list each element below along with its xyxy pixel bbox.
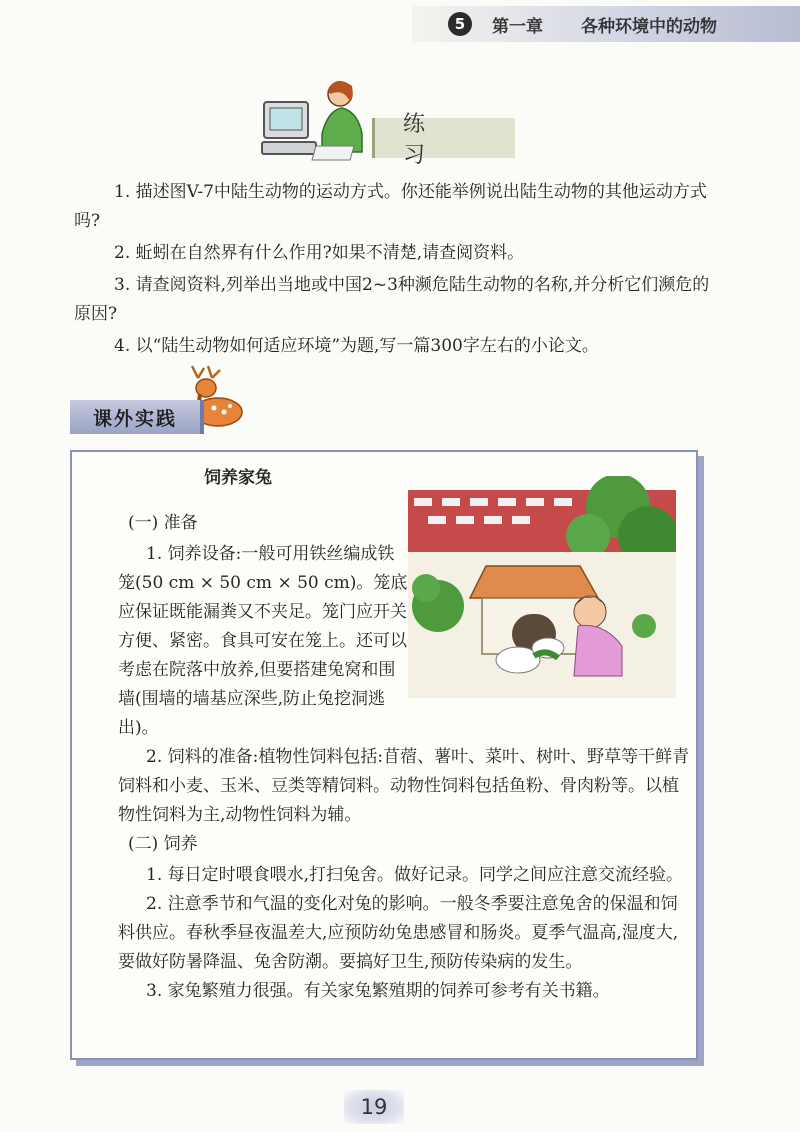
paragraph-season: 2. 注意季节和气温的变化对兔的影响。一般冬季要注意兔舍的保温和饲料供应。春秋季昼夜温差大,应预防幼兔患感冒和肠炎。夏季气温高,湿度大,要做好防暑降温、兔舍防潮。要搞好卫生,预防传染病的发生。	[118, 894, 679, 972]
chapter-title: 各种环境中的动物	[581, 16, 717, 37]
section-heading-raising: (二) 饲养	[128, 834, 198, 854]
paragraph-equipment: 1. 饲养设备:一般可用铁丝编成铁笼(50 cm × 50 cm × 50 cm)。笼底应保证既能漏粪又不夹足。笼门应开关方便、紧密。食具可安在笼上。还可以考虑在院落中放养,但要搭建兔窝和围墙(围墙的墙基应深些,防止兔挖洞逃出)。	[118, 544, 408, 738]
exercise-list	[74, 178, 714, 364]
section-heading-prepare: (一) 准备	[128, 513, 198, 533]
exercise-heading	[372, 112, 515, 168]
exercise-title: 练 习	[403, 112, 464, 168]
practice-heading-tab	[70, 400, 204, 434]
practice-title: 饲养家兔	[204, 468, 272, 488]
paragraph-feed: 2. 饲料的准备:植物性饲料包括:苜蓿、薯叶、菜叶、树叶、野草等干鲜青饲料和小麦、玉米、豆类等精饲料。动物性饲料包括鱼粉、骨肉粉等。以植物性饲料为主,动物性饲料为辅。	[118, 747, 690, 825]
exercise-item: 3. 请查阅资料,列举出当地或中国2~3种濒危陆生动物的名称,并分析它们濒危的原因?	[74, 275, 710, 324]
practice-tab-label: 课外实践	[92, 407, 177, 430]
chapter-number-badge: 5	[448, 12, 472, 36]
chapter-label: 第一章	[492, 16, 543, 37]
rabbit-hutch-illustration	[408, 476, 676, 698]
exercise-item: 1. 描述图V-7中陆生动物的运动方式。你还能举例说出陆生动物的其他运动方式吗?	[74, 182, 707, 231]
paragraph-daily: 1. 每日定时喂食喂水,打扫兔舍。做好记录。同学之间应注意交流经验。	[146, 865, 684, 885]
student-computer-icon	[258, 72, 378, 168]
exercise-item: 4. 以“陆生动物如何适应环境”为题,写一篇300字左右的小论文。	[114, 336, 599, 356]
paragraph-breeding: 3. 家兔繁殖力很强。有关家兔繁殖期的饲养可参考有关书籍。	[146, 981, 610, 1001]
page-number: 19	[344, 1090, 404, 1124]
chapter-header	[412, 6, 800, 42]
exercise-item: 2. 蚯蚓在自然界有什么作用?如果不清楚,请查阅资料。	[114, 243, 525, 263]
